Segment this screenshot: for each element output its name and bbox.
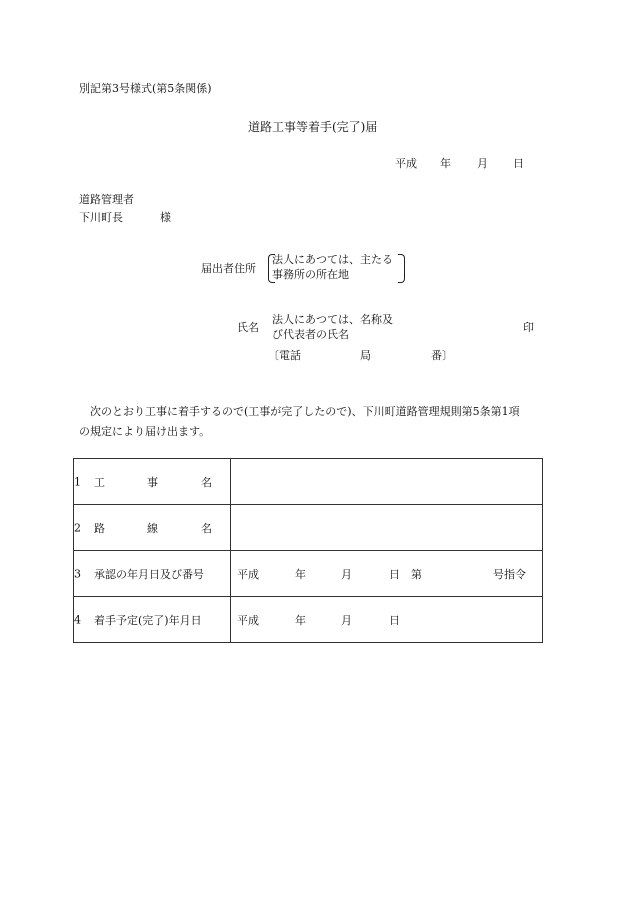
value-day: 日 (389, 613, 400, 627)
name-label: 氏名 (237, 321, 259, 334)
date-year: 年 (440, 157, 451, 170)
addressee-line2: 下川町長 (79, 211, 123, 224)
addressee-honorific: 様 (160, 211, 171, 224)
table-row (74, 597, 543, 643)
row-number: 3 (74, 567, 81, 580)
name-note-line2: び代表者の氏名 (272, 328, 349, 341)
seal-mark: 印 (523, 321, 534, 334)
label-char: 路 (94, 521, 105, 535)
value-month: 月 (341, 613, 352, 627)
approval-date-field[interactable] (231, 551, 543, 597)
table-row (74, 505, 543, 551)
route-name-field[interactable] (231, 505, 543, 551)
body-text-line1: 次のとおり工事に着手するので(工事が完了したので)、下川町道路管理規則第5条第1項 (90, 405, 520, 418)
row-number: 4 (74, 613, 81, 626)
phone-office: 局 (360, 349, 371, 362)
date-day: 日 (513, 157, 524, 170)
table-row (74, 551, 543, 597)
phone-number: 番〕 (431, 349, 453, 362)
label-char: 事 (147, 475, 158, 489)
address-label: 届出者住所 (201, 262, 256, 275)
address-note-line2: 事務所の所在地 (272, 268, 349, 281)
addressee-line1: 道路管理者 (79, 193, 134, 206)
row-number: 2 (74, 521, 81, 534)
label-char: 工 (94, 475, 105, 489)
address-bracket-right (398, 254, 405, 283)
row-label-construction-name (74, 459, 231, 505)
value-year: 年 (295, 613, 306, 627)
row-label-approval-date (74, 551, 231, 597)
label-char: 名 (201, 475, 212, 489)
form-number: 別記第3号様式(第5条関係) (79, 82, 212, 95)
name-note-line1: 法人にあつては、名称及 (272, 313, 393, 326)
form-table (73, 458, 543, 643)
label-char: 線 (147, 521, 158, 535)
value-dai: 第 (411, 567, 422, 581)
construction-name-field[interactable] (231, 459, 543, 505)
value-era: 平成 (237, 567, 259, 581)
document-title: 道路工事等着手(完了)届 (248, 120, 378, 134)
table-row (74, 459, 543, 505)
date-era: 平成 (395, 157, 417, 170)
row-number: 1 (74, 475, 81, 488)
address-note-line1: 法人にあつては、主たる (272, 253, 393, 266)
date-month: 月 (477, 157, 488, 170)
row-label: 承認の年月日及び番号 (94, 567, 204, 581)
value-month: 月 (341, 567, 352, 581)
value-day: 日 (389, 567, 400, 581)
start-date-field[interactable] (231, 597, 543, 643)
body-text-line2: の規定により届け出ます。 (79, 425, 211, 438)
label-char: 名 (201, 521, 212, 535)
value-era: 平成 (237, 613, 259, 627)
row-label-start-date (74, 597, 231, 643)
phone-open: 〔電話 (268, 349, 301, 362)
value-suffix: 号指令 (493, 567, 526, 581)
row-label: 着手予定(完了)年月日 (94, 613, 202, 627)
value-year: 年 (295, 567, 306, 581)
row-label-route-name (74, 505, 231, 551)
